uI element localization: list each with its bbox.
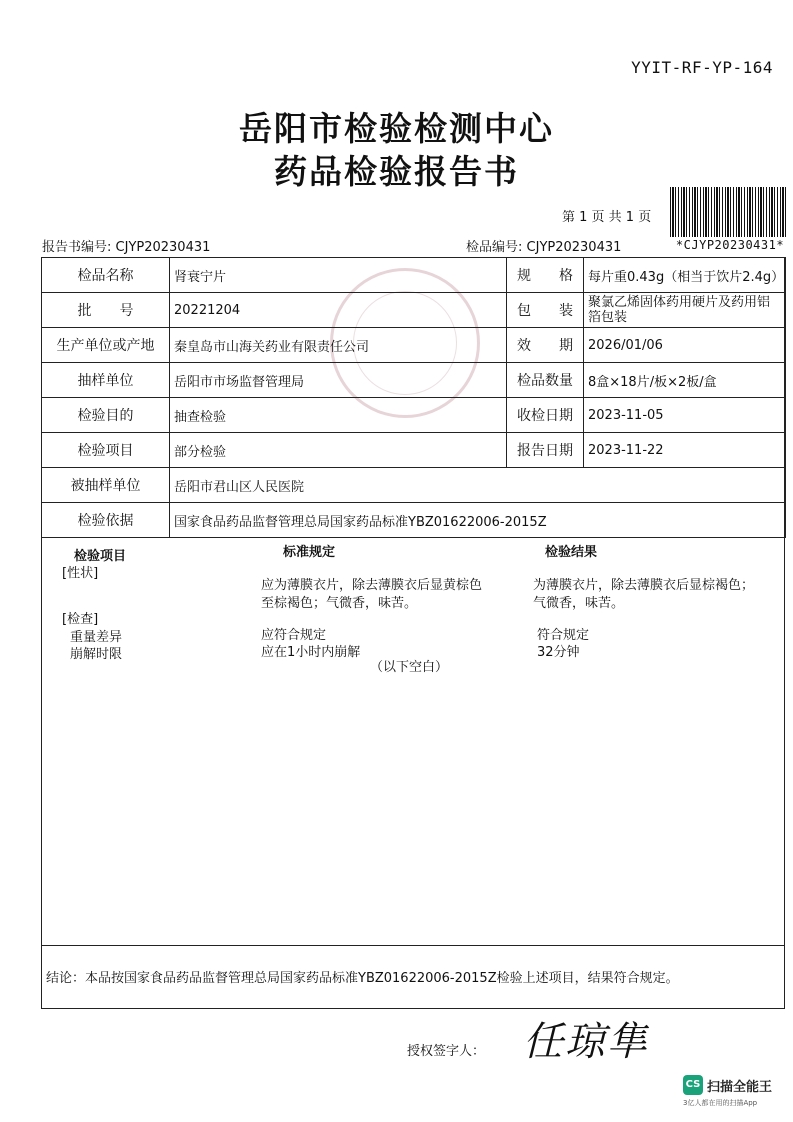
table-row bbox=[42, 468, 786, 503]
table-row bbox=[42, 328, 786, 363]
disintegration-standard: 应在1小时内崩解 bbox=[261, 645, 361, 660]
value-cell: 国家食品药品监督管理总局国家药品标准YBZ01622006-2015Z bbox=[170, 503, 786, 538]
document-code: YYIT-RF-YP-164 bbox=[631, 58, 773, 77]
barcode-graphic bbox=[670, 187, 788, 237]
weight-result: 符合规定 bbox=[537, 628, 590, 643]
value-cell: 2026/01/06 bbox=[584, 328, 786, 363]
label-cell: 效 期 bbox=[507, 328, 584, 363]
camscanner-logo-icon: CS bbox=[683, 1075, 703, 1095]
label-cell: 收检日期 bbox=[507, 398, 584, 433]
value-cell: 聚氯乙烯固体药用硬片及药用铝箔包装 bbox=[584, 293, 786, 328]
appearance-result-line2: 气微香，味苦。 bbox=[533, 596, 625, 611]
handwritten-signature: 任琼隼 bbox=[523, 1019, 649, 1065]
label-cell: 抽样单位 bbox=[42, 363, 170, 398]
report-number bbox=[42, 236, 210, 255]
label-cell: 报告日期 bbox=[507, 433, 584, 468]
appearance-standard-line2: 至棕褐色；气微香，味苦。 bbox=[261, 596, 418, 611]
report-number-value: CJYP20230431 bbox=[115, 240, 211, 255]
sample-number-value: CJYP20230431 bbox=[526, 240, 622, 255]
value-cell: 抽查检验 bbox=[170, 398, 507, 433]
section-inspection: [检查] bbox=[62, 612, 99, 627]
info-table bbox=[41, 257, 786, 538]
page-info: 第 1 页 共 1 页 bbox=[562, 210, 652, 225]
label-cell: 检验依据 bbox=[42, 503, 170, 538]
weight-standard: 应符合规定 bbox=[261, 628, 327, 643]
value-cell: 8盒×18片/板×2板/盒 bbox=[584, 363, 786, 398]
table-row bbox=[42, 433, 786, 468]
scanner-app-name: 扫描全能王 bbox=[707, 1080, 773, 1095]
value-cell: 20221204 bbox=[170, 293, 507, 328]
label-cell: 检验项目 bbox=[42, 433, 170, 468]
item-weight-variation: 重量差异 bbox=[70, 630, 123, 645]
label-cell: 规 格 bbox=[507, 258, 584, 293]
label-cell: 包 装 bbox=[507, 293, 584, 328]
value-cell: 秦皇岛市山海关药业有限责任公司 bbox=[170, 328, 507, 363]
sample-number bbox=[466, 236, 621, 255]
disintegration-result: 32分钟 bbox=[537, 645, 580, 660]
table-row bbox=[42, 258, 786, 293]
table-row bbox=[42, 363, 786, 398]
value-cell: 岳阳市市场监督管理局 bbox=[170, 363, 507, 398]
value-cell: 岳阳市君山区人民医院 bbox=[170, 468, 786, 503]
sample-number-label: 检品编号: bbox=[466, 240, 523, 255]
report-title: 药品检验报告书 bbox=[274, 152, 519, 191]
value-cell: 部分检验 bbox=[170, 433, 507, 468]
conclusion-text: 结论：本品按国家食品药品监督管理总局国家药品标准YBZ01622006-2015Z检验上述项目，结果符合规定。 bbox=[46, 971, 679, 986]
table-row bbox=[42, 503, 786, 538]
report-number-label: 报告书编号: bbox=[42, 240, 112, 255]
item-disintegration: 崩解时限 bbox=[70, 647, 123, 662]
label-cell: 检验目的 bbox=[42, 398, 170, 433]
org-title: 岳阳市检验检测中心 bbox=[239, 109, 554, 148]
blank-marker: （以下空白） bbox=[370, 660, 449, 675]
signature-label: 授权签字人： bbox=[407, 1044, 486, 1059]
barcode-text: *CJYP20230431* bbox=[668, 238, 792, 252]
value-cell: 每片重0.43g（相当于饮片2.4g） bbox=[584, 258, 786, 293]
appearance-result-line1: 为薄膜衣片，除去薄膜衣后显棕褐色； bbox=[533, 578, 755, 593]
label-cell: 批 号 bbox=[42, 293, 170, 328]
value-cell: 2023-11-22 bbox=[584, 433, 786, 468]
label-cell: 被抽样单位 bbox=[42, 468, 170, 503]
results-header-item: 检验项目 bbox=[74, 549, 127, 564]
results-header-standard: 标准规定 bbox=[283, 545, 336, 560]
table-row bbox=[42, 293, 786, 328]
results-header-result: 检验结果 bbox=[545, 545, 598, 560]
conclusion-divider bbox=[41, 945, 785, 946]
value-cell: 2023-11-05 bbox=[584, 398, 786, 433]
value-cell: 肾衰宁片 bbox=[170, 258, 507, 293]
label-cell: 检品数量 bbox=[507, 363, 584, 398]
section-appearance: [性状] bbox=[62, 566, 99, 581]
table-row bbox=[42, 398, 786, 433]
scanner-badge bbox=[683, 1075, 783, 1105]
appearance-standard-line1: 应为薄膜衣片，除去薄膜衣后显黄棕色 bbox=[261, 578, 483, 593]
label-cell: 检品名称 bbox=[42, 258, 170, 293]
label-cell: 生产单位或产地 bbox=[42, 328, 170, 363]
scanner-app-tagline: 3亿人都在用的扫描App bbox=[683, 1099, 758, 1107]
